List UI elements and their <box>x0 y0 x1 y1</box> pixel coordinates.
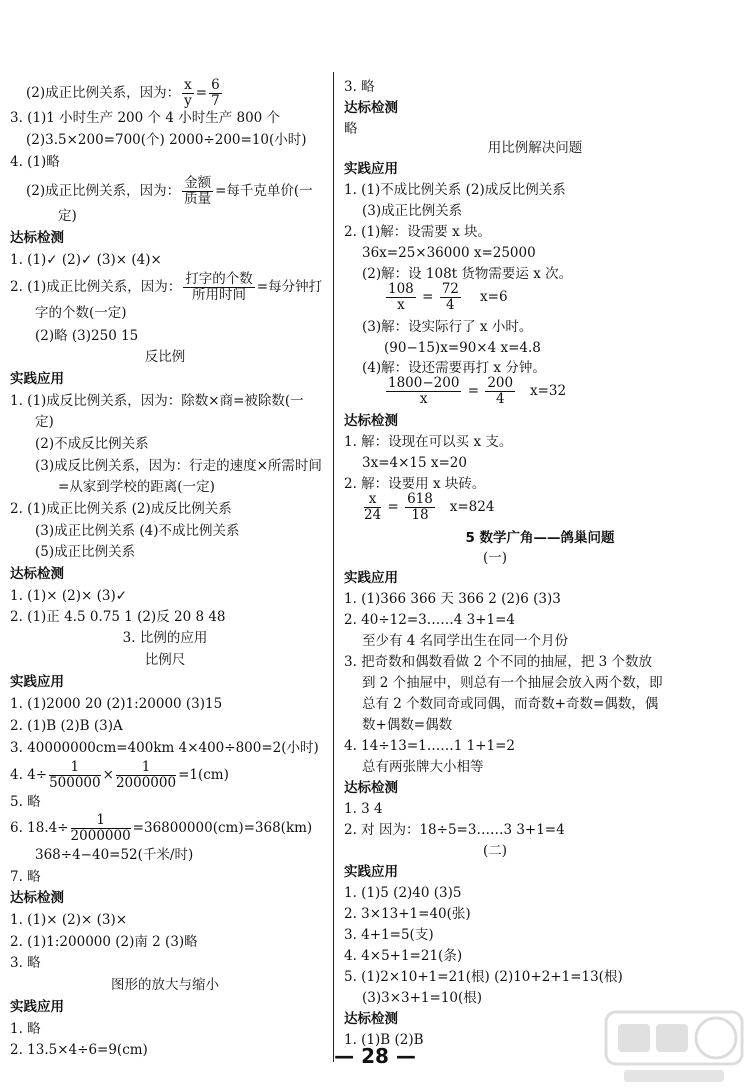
answer-line: 1. 略 <box>10 1021 41 1037</box>
answer-line: 3. (1)1 小时生产 200 个 4 小时生产 800 个 <box>10 110 281 126</box>
text: (2)成正比例关系，因为： <box>26 85 181 101</box>
section-heading: 达标检测 <box>10 230 64 246</box>
denominator: 7 <box>211 93 220 109</box>
topic-title: 反比例 <box>144 349 186 365</box>
answer-line <box>26 78 224 109</box>
section-heading: 实践应用 <box>344 864 398 880</box>
answer-line: 3. 4+1=5(支) <box>344 927 434 943</box>
answer-line: (2)3.5×200=700(个) 2000÷200=10(小时) <box>26 132 307 148</box>
section-heading: 实践应用 <box>344 161 398 177</box>
answer-line: 2. (1)成正比例关系 (2)成反比例关系 <box>10 501 232 517</box>
section-heading: 实践应用 <box>10 371 64 387</box>
answer-line: 2. 对 因为：18÷5=3……3 3+1=4 <box>344 822 565 838</box>
answer-line: 3. 把奇数和偶数看做 2 个不同的抽屉，把 3 个数放 <box>344 654 653 670</box>
answer-line: (90−15)x=90×4 x=4.8 <box>384 340 541 356</box>
column-divider <box>333 72 334 1062</box>
answer-line: =从家到学校的距离(一定) <box>58 479 215 495</box>
answer-line <box>10 760 229 791</box>
answer-line: 总有两张牌大小相等 <box>362 759 484 775</box>
answer-line: (4)解：设还需要再打 x 分钟。 <box>362 360 546 376</box>
answer-line: 1. (1)✓ (2)✓ (3)× (4)× <box>10 252 162 268</box>
answer-line <box>384 376 566 407</box>
text: x=824 <box>449 499 495 515</box>
answer-line: 数+偶数=偶数 <box>362 717 453 733</box>
answer-line: 4. (1)略 <box>10 154 60 170</box>
fraction <box>182 176 213 207</box>
numerator: 1 <box>49 760 101 776</box>
answer-line: (3)成正比例关系 (4)不成比例关系 <box>35 523 240 539</box>
denominator: x <box>419 391 428 407</box>
answer-line: 1. 解：设现在可以买 x 支。 <box>344 434 513 450</box>
answer-line: 1. (1)2000 20 (2)1:20000 (3)15 <box>10 696 223 712</box>
answer-line: 36x=25×36000 x=25000 <box>362 245 536 261</box>
numerator: 6 <box>211 77 220 93</box>
answer-line: (3)解：设实际行了 x 小时。 <box>362 319 533 335</box>
answer-line: 1. (1)B (2)B <box>344 1032 424 1048</box>
denominator: 2000000 <box>115 775 177 791</box>
text: 6. 18.4÷ <box>10 820 69 836</box>
answer-line: 字的个数(一定) <box>35 305 127 321</box>
fraction <box>485 376 515 407</box>
fraction <box>209 78 222 109</box>
fraction <box>405 492 435 523</box>
watermark-logo <box>604 1008 744 1088</box>
fraction <box>386 282 416 313</box>
subsection-title: (二) <box>482 843 508 859</box>
fraction <box>182 78 194 109</box>
answer-line: (5)成正比例关系 <box>35 544 136 560</box>
fraction <box>71 813 131 844</box>
answer-line: (3)3×3+1=10(根) <box>362 990 483 1006</box>
fraction <box>386 376 461 407</box>
answer-line: 1. 3 4 <box>344 801 383 817</box>
text: =每分钟打 <box>256 279 323 295</box>
page-number: — 28 — <box>334 1044 416 1068</box>
answer-line: 到 2 个抽屉中，则总有一个抽屉会放入两个数，即 <box>362 675 663 691</box>
answer-line: 4. 14÷13=1……1 1+1=2 <box>344 738 516 754</box>
answer-line: 定) <box>58 208 77 224</box>
section-heading: 达标检测 <box>344 413 398 429</box>
numerator: x <box>364 492 381 508</box>
denominator: 所用时间 <box>192 287 247 303</box>
denominator: 4 <box>445 297 455 313</box>
section-heading: 达标检测 <box>344 1011 398 1027</box>
answer-line: 5. 略 <box>10 794 41 810</box>
numerator: x <box>184 77 192 93</box>
text: x=32 <box>530 383 567 399</box>
numerator: 1 <box>71 813 131 829</box>
numerator: 618 <box>407 491 433 507</box>
answer-line: 2. (1)解：设需要 x 块。 <box>344 224 491 240</box>
answer-line: 2. 13.5×4÷6=9(cm) <box>10 1042 148 1058</box>
answer-line: 2. 3×13+1=40(张) <box>344 906 471 922</box>
answer-line: 1. (1)不成比例关系 (2)成反比例关系 <box>344 182 566 198</box>
answer-line: 总有 2 个数同奇或同偶，而奇数+奇数=偶数，偶 <box>362 696 659 712</box>
answer-line: 3. 略 <box>10 955 41 971</box>
denominator: 质量 <box>184 191 212 207</box>
section-heading: 达标检测 <box>344 780 398 796</box>
section-heading: 实践应用 <box>344 570 398 586</box>
answer-line: 2. (1)B (2)B (3)A <box>10 718 123 734</box>
answer-line: (2)解：设 108t 货物需要运 x 次。 <box>362 266 573 282</box>
answer-line: 2. 40÷12=3……4 3+1=4 <box>344 612 516 628</box>
answer-line: 略 <box>344 121 358 137</box>
answer-line: 2. 解：设要用 x 块砖。 <box>344 476 486 492</box>
text: (2)成正比例关系，因为： <box>26 183 181 199</box>
equals: = <box>383 499 404 515</box>
fraction <box>183 272 255 303</box>
answer-line: 1. (1)366 366 天 366 2 (2)6 (3)3 <box>344 591 561 607</box>
numerator: 打字的个数 <box>185 271 253 287</box>
text: =每千克单价(一 <box>215 183 313 199</box>
text: × <box>102 767 114 783</box>
answer-line: 4. 4×5+1=21(条) <box>344 948 463 964</box>
text: =1(cm) <box>178 767 229 783</box>
answer-line <box>362 492 494 523</box>
answer-line: (2)略 (3)250 15 <box>35 328 139 344</box>
answer-line: 1. (1)成反比例关系，因为：除数×商=被除数(一 <box>10 393 304 409</box>
chapter-title: 5 数学广角——鸽巢问题 <box>465 530 615 546</box>
denominator: 18 <box>411 507 429 523</box>
answer-line: 3. 40000000cm=400km 4×400÷800=2(小时) <box>10 740 319 756</box>
denominator: y <box>184 93 192 109</box>
fraction <box>364 492 381 523</box>
numerator: 108 <box>388 281 414 297</box>
equals: = <box>417 289 438 305</box>
answer-line: 368÷4−40=52(千米/时) <box>35 847 194 863</box>
numerator: 200 <box>487 375 514 391</box>
numerator: 1 <box>116 760 176 776</box>
denominator: 4 <box>495 391 505 407</box>
answer-line: (2)不成反比例关系 <box>35 436 149 452</box>
numerator: 1800−200 <box>388 375 460 391</box>
answer-line: 1. (1)× (2)× (3)✓ <box>10 588 128 604</box>
answer-line: 至少有 4 名同学出生在同一个月份 <box>362 633 569 649</box>
section-heading: 达标检测 <box>10 890 64 906</box>
text: = <box>195 85 208 101</box>
answer-line: 2. (1)1:200000 (2)南 2 (3)略 <box>10 934 198 950</box>
section-heading: 达标检测 <box>10 566 64 582</box>
answer-line: (3)成正比例关系 <box>362 203 463 219</box>
numerator: 金额 <box>184 175 212 191</box>
answer-line: (3)成反比例关系，因为：行走的速度×所需时间 <box>35 458 322 474</box>
answer-line: 3. 略 <box>344 79 375 95</box>
answer-line <box>384 282 508 313</box>
fraction <box>440 282 461 313</box>
equals: = <box>463 383 484 399</box>
denominator: 2000000 <box>70 828 131 844</box>
denominator: 500000 <box>49 775 101 791</box>
subsection-title: (一) <box>482 550 508 566</box>
answer-line <box>26 176 313 207</box>
section-heading: 实践应用 <box>10 674 64 690</box>
text: 4. 4÷ <box>10 767 48 783</box>
numerator: 72 <box>441 281 459 297</box>
fraction <box>49 760 101 791</box>
text: =36800000(cm)=368(km) <box>132 820 313 836</box>
answer-line <box>10 272 322 303</box>
answer-line: 2. (1)正 4.5 0.75 1 (2)反 20 8 48 <box>10 609 226 625</box>
section-heading: 实践应用 <box>10 999 64 1015</box>
answer-line: 1. (1)5 (2)40 (3)5 <box>344 885 462 901</box>
text: x=6 <box>480 289 508 305</box>
fraction <box>116 760 176 791</box>
topic-title: 图形的放大与缩小 <box>111 977 219 993</box>
section-heading: 达标检测 <box>344 100 398 116</box>
topic-title: 3. 比例的应用 <box>122 630 208 646</box>
denominator: x <box>397 297 405 313</box>
topic-title: 用比例解决问题 <box>487 140 583 156</box>
answer-line: 定) <box>35 414 54 430</box>
answer-line: 1. (1)× (2)× (3)× <box>10 912 128 928</box>
text: 2. (1)成正比例关系，因为： <box>10 279 182 295</box>
answer-line <box>10 813 312 844</box>
answer-line: 5. (1)2×10+1=21(根) (2)10+2+1=13(根) <box>344 969 623 985</box>
answer-line: 3x=4×15 x=20 <box>362 455 467 471</box>
topic-title: 比例尺 <box>144 652 186 668</box>
answer-line: 7. 略 <box>10 869 41 885</box>
denominator: 24 <box>364 507 382 523</box>
